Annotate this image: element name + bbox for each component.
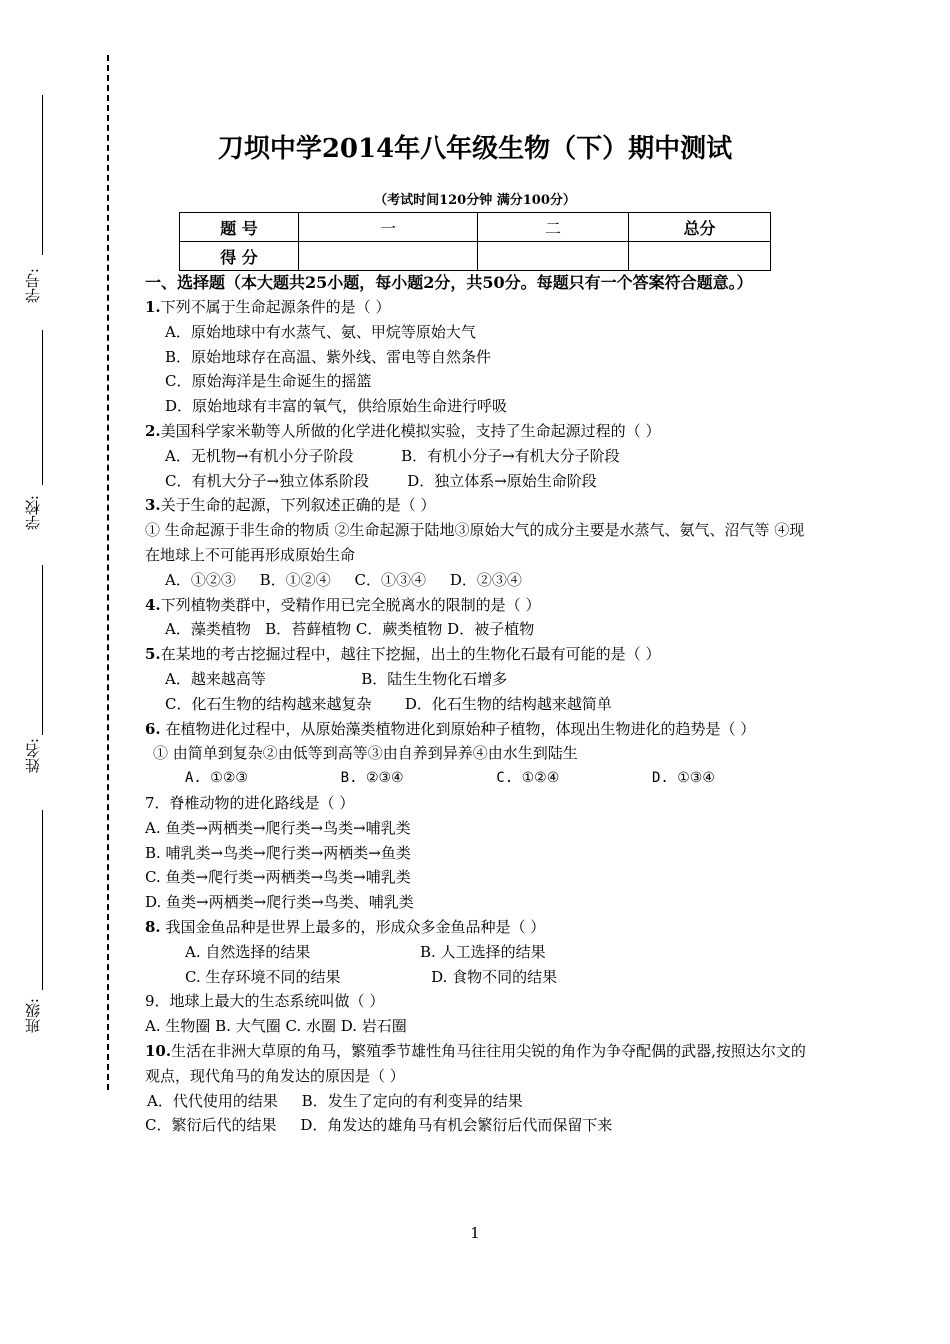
options-ab: A．无机物→有机小分子阶段 B．有机小分子→有机大分子阶段 (165, 446, 620, 465)
statements: ① 生命起源于非生命的物质 ②生命起源于陆地③原始大气的成分主要是水蒸气、氨气、沼气等 ④现在地球上不可能再形成原始生命 (145, 521, 805, 564)
question-stem: 关于生命的起源，下列叙述正确的是（ ） (160, 496, 436, 515)
question-10 (145, 1039, 810, 1089)
question-3 (145, 493, 810, 518)
exam-title: 刀坝中学2014年八年级生物（下）期中测试 (217, 134, 733, 164)
option-c: C. 鱼类→爬行类→两栖类→鸟类→哺乳类 (145, 868, 411, 887)
question-stem: 美国科学家米勒等人所做的化学进化模拟实验，支持了生命起源过程的（ ） (160, 421, 661, 440)
options-ab: A. 自然选择的结果 B. 人工选择的结果 (185, 942, 546, 961)
score-cell (299, 242, 478, 271)
score-cell (629, 242, 771, 271)
score-cell: 一 (299, 213, 478, 242)
question-stem: 生活在非洲大草原的角马，繁殖季节雄性角马往往用尖锐的角作为争夺配偶的武器,按照达尔文的观点，现代角马的角发达的原因是（ ） (145, 1041, 806, 1085)
question-number: 3. (145, 496, 161, 515)
question-2 (145, 419, 810, 444)
name-line (42, 565, 43, 735)
name-label: 姓名: (24, 738, 42, 774)
options: A. ①②③ B. ②③④ C. ①②④ D. ①③④ (185, 770, 715, 787)
class-line (42, 810, 43, 990)
statements: ① 由简单到复杂②由低等到高等③由自养到异养④由水生到陆生 (153, 744, 578, 763)
option-b: B. 哺乳类→鸟类→爬行类→两栖类→鱼类 (145, 843, 411, 862)
options-ab: A．越来越高等 B．陆生生物化石增多 (165, 669, 508, 688)
page-number: 1 (470, 1224, 480, 1242)
question-6 (145, 717, 810, 742)
exam-subtitle: （考试时间120分钟 满分100分） (374, 193, 576, 208)
score-cell: 得 分 (180, 242, 299, 271)
options-cd: C．化石生物的结构越来越复杂 D．化石生物的结构越来越简单 (165, 694, 612, 713)
option-a: A. 鱼类→两栖类→爬行类→鸟类→哺乳类 (145, 818, 411, 837)
question-number: 1. (145, 298, 161, 316)
score-table (179, 212, 771, 271)
options: A．藻类植物 B．苔藓植物 C．蕨类植物 D．被子植物 (165, 620, 535, 639)
option-c: C．原始海洋是生命诞生的摇篮 (165, 372, 372, 391)
options: A．①②③ B．①②④ C．①③④ D．②③④ (165, 570, 522, 589)
option-d: D．原始地球有丰富的氧气，供给原始生命进行呼吸 (165, 397, 508, 416)
question-stem: 下列不属于生命起源条件的是（ ） (160, 298, 391, 316)
score-table-header-row (180, 213, 771, 242)
question-stem: 在某地的考古挖掘过程中，越往下挖掘，出土的生物化石最有可能的是（ ） (160, 645, 661, 664)
school-line (42, 330, 43, 485)
question-number: 4. (145, 595, 161, 614)
score-cell (478, 242, 629, 271)
options-cd: C. 生存环境不同的结果 D. 食物不同的结果 (185, 967, 558, 986)
question-number: 8. (145, 917, 161, 936)
question-number: 2. (145, 421, 161, 440)
question-stem: 我国金鱼品种是世界上最多的，形成众多金鱼品种是（ ） (160, 917, 546, 936)
score-cell: 题 号 (180, 213, 299, 242)
question-7: 7．脊椎动物的进化路线是（ ） (145, 793, 355, 812)
score-cell: 总分 (629, 213, 771, 242)
question-number: 10. (145, 1041, 172, 1060)
exam-content (145, 270, 810, 1138)
student-id-label: 学号: (24, 268, 42, 304)
score-cell: 二 (478, 213, 629, 242)
student-id-line (42, 95, 43, 255)
option-b: B．原始地球存在高温、紫外线、雷电等自然条件 (165, 347, 492, 366)
options-cd: C．繁衍后代的结果 D．角发达的雄角马有机会繁衍后代而保留下来 (145, 1116, 613, 1135)
question-stem: 下列植物类群中，受精作用已完全脱离水的限制的是（ ） (160, 595, 541, 614)
question-8 (145, 915, 810, 940)
options-cd: C．有机大分子→独立体系阶段 D．独立体系→原始生命阶段 (165, 471, 597, 490)
class-label: 班级: (24, 998, 42, 1034)
option-d: D. 鱼类→两栖类→爬行类→鸟类、哺乳类 (145, 893, 414, 912)
section-heading: 一、选择题（本大题共25小题，每小题2分，共50分。每题只有一个答案符合题意。） (145, 273, 753, 292)
score-table-score-row (180, 242, 771, 271)
binding-cut-line (107, 55, 109, 1090)
question-9: 9．地球上最大的生态系统叫做（ ） (145, 992, 385, 1011)
school-label: 学校: (24, 495, 42, 531)
options: A. 生物圈 B. 大气圈 C. 水圈 D. 岩石圈 (145, 1017, 407, 1036)
question-4 (145, 593, 810, 618)
options-ab: A．代代使用的结果 B．发生了定向的有利变异的结果 (147, 1091, 523, 1110)
option-a: A．原始地球中有水蒸气、氨、甲烷等原始大气 (165, 322, 476, 341)
question-stem: 在植物进化过程中，从原始藻类植物进化到原始种子植物，体现出生物进化的趋势是（ ） (160, 719, 756, 738)
question-number: 5. (145, 645, 161, 664)
question-number: 6. (145, 719, 161, 738)
question-5 (145, 642, 810, 667)
question-1 (145, 295, 810, 320)
